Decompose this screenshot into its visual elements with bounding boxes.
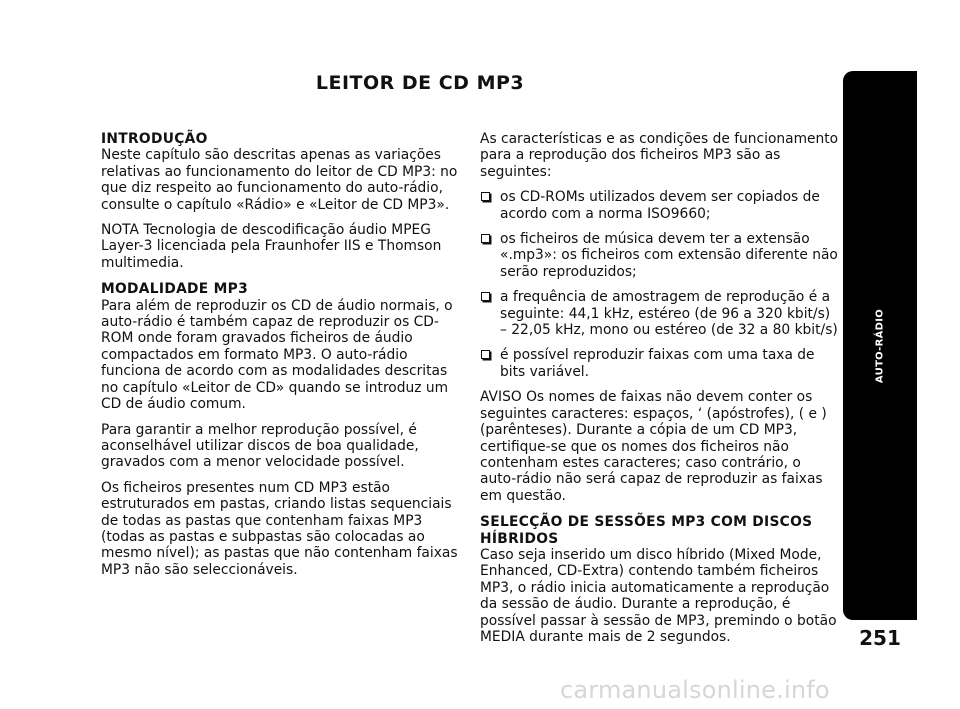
section-tab <box>843 71 917 620</box>
intro-paragraph: Neste capítulo são descritas apenas as variações relativas ao funcionamento do leitor de CD MP3: no que diz respeito ao funcionamento do auto-rádio, consulte o capítulo «Rádio» e «Leitor de CD MP3». <box>101 147 458 213</box>
page-number: 251 <box>859 626 901 650</box>
hybrid-heading: SELECÇÃO DE SESSÕES MP3 COM DISCOS HÍBRIDOS <box>480 514 813 547</box>
checkbox-bullet-icon <box>481 192 490 201</box>
list-item <box>480 231 840 280</box>
list-item-text: os ficheiros de música devem ter a extensão «.mp3»: os ficheiros com extensão diferente não serão reproduzidos; <box>500 231 838 280</box>
right-column <box>480 131 840 654</box>
mode-section <box>101 281 463 578</box>
conditions-intro: As características e as condições de funcionamento para a reprodução dos ficheiros MP3 são as seguintes: <box>480 131 839 180</box>
folders-paragraph: Os ficheiros presentes num CD MP3 estão estruturados em pastas, criando listas sequenciais de todas as pastas que contenham faixas MP3 (todas as pastas e subpastas são colocadas ao mesmo nível); as pastas que não contenham faixas MP3 não são seleccionáveis. <box>101 479 458 578</box>
checkbox-bullet-icon <box>481 350 490 359</box>
intro-section <box>101 131 463 271</box>
checkbox-bullet-icon <box>481 234 490 243</box>
note-paragraph: NOTA Tecnologia de descodificação áudio MPEG Layer-3 licenciada pela Fraunhofer IIS e Thomson multimedia. <box>101 222 442 271</box>
intro-heading: INTRODUÇÃO <box>101 131 208 147</box>
checkbox-bullet-icon <box>481 292 490 301</box>
list-item-text: a frequência de amostragem de reprodução é a seguinte: 44,1 kHz, estéreo (de 96 a 320 kbit/s) – 22,05 kHz, mono ou estéreo (de 32 a 80 kbit/s) <box>500 289 838 339</box>
list-item <box>480 347 840 380</box>
watermark: carmanualsonline.info <box>560 676 830 704</box>
page-title: LEITOR DE CD MP3 <box>315 72 525 94</box>
warning-paragraph: AVISO Os nomes de faixas não devem conter os seguintes caracteres: espaços, ‘ (apóstrofes), ( e ) (parênteses). Durante a cópia de um CD MP3, certifique-se que os nomes dos ficheiros não contenham estes caracteres; caso contrário, o auto-rádio não será capaz de reproduzir as faixas em questão. <box>480 389 827 504</box>
list-item-text: é possível reproduzir faixas com uma taxa de bits variável. <box>500 347 815 380</box>
mode-paragraph: Para além de reproduzir os CD de áudio normais, o auto-rádio é também capaz de reproduzir os CD-ROM onde foram gravados ficheiros de áudio compactados em formato MP3. O auto-rádio funciona de acordo com as modalidades descritas no capítulo «Leitor de CD» quando se introduz um CD de áudio comum. <box>101 297 453 413</box>
list-item-text: os CD-ROMs utilizados devem ser copiados de acordo com a norma ISO9660; <box>500 189 820 222</box>
section-tab-label: AUTO-RÁDIO <box>874 308 886 383</box>
hybrid-paragraph: Caso seja inserido um disco híbrido (Mixed Mode, Enhanced, CD-Extra) contendo também ficheiros MP3, o rádio inicia automaticamente a reprodução da sessão de áudio. Durante a reprodução, é possível passar à sessão de MP3, premindo o botão MEDIA durante mais de 2 segundos. <box>480 546 837 645</box>
conditions-list <box>480 189 840 380</box>
list-item <box>480 289 840 338</box>
left-column <box>101 131 463 587</box>
list-item <box>480 189 840 222</box>
hybrid-section <box>480 514 840 645</box>
mode-heading: MODALIDADE MP3 <box>101 281 248 298</box>
quality-paragraph: Para garantir a melhor reprodução possível, é aconselhável utilizar discos de boa qualidade, gravados com a menor velocidade possível. <box>101 421 419 471</box>
